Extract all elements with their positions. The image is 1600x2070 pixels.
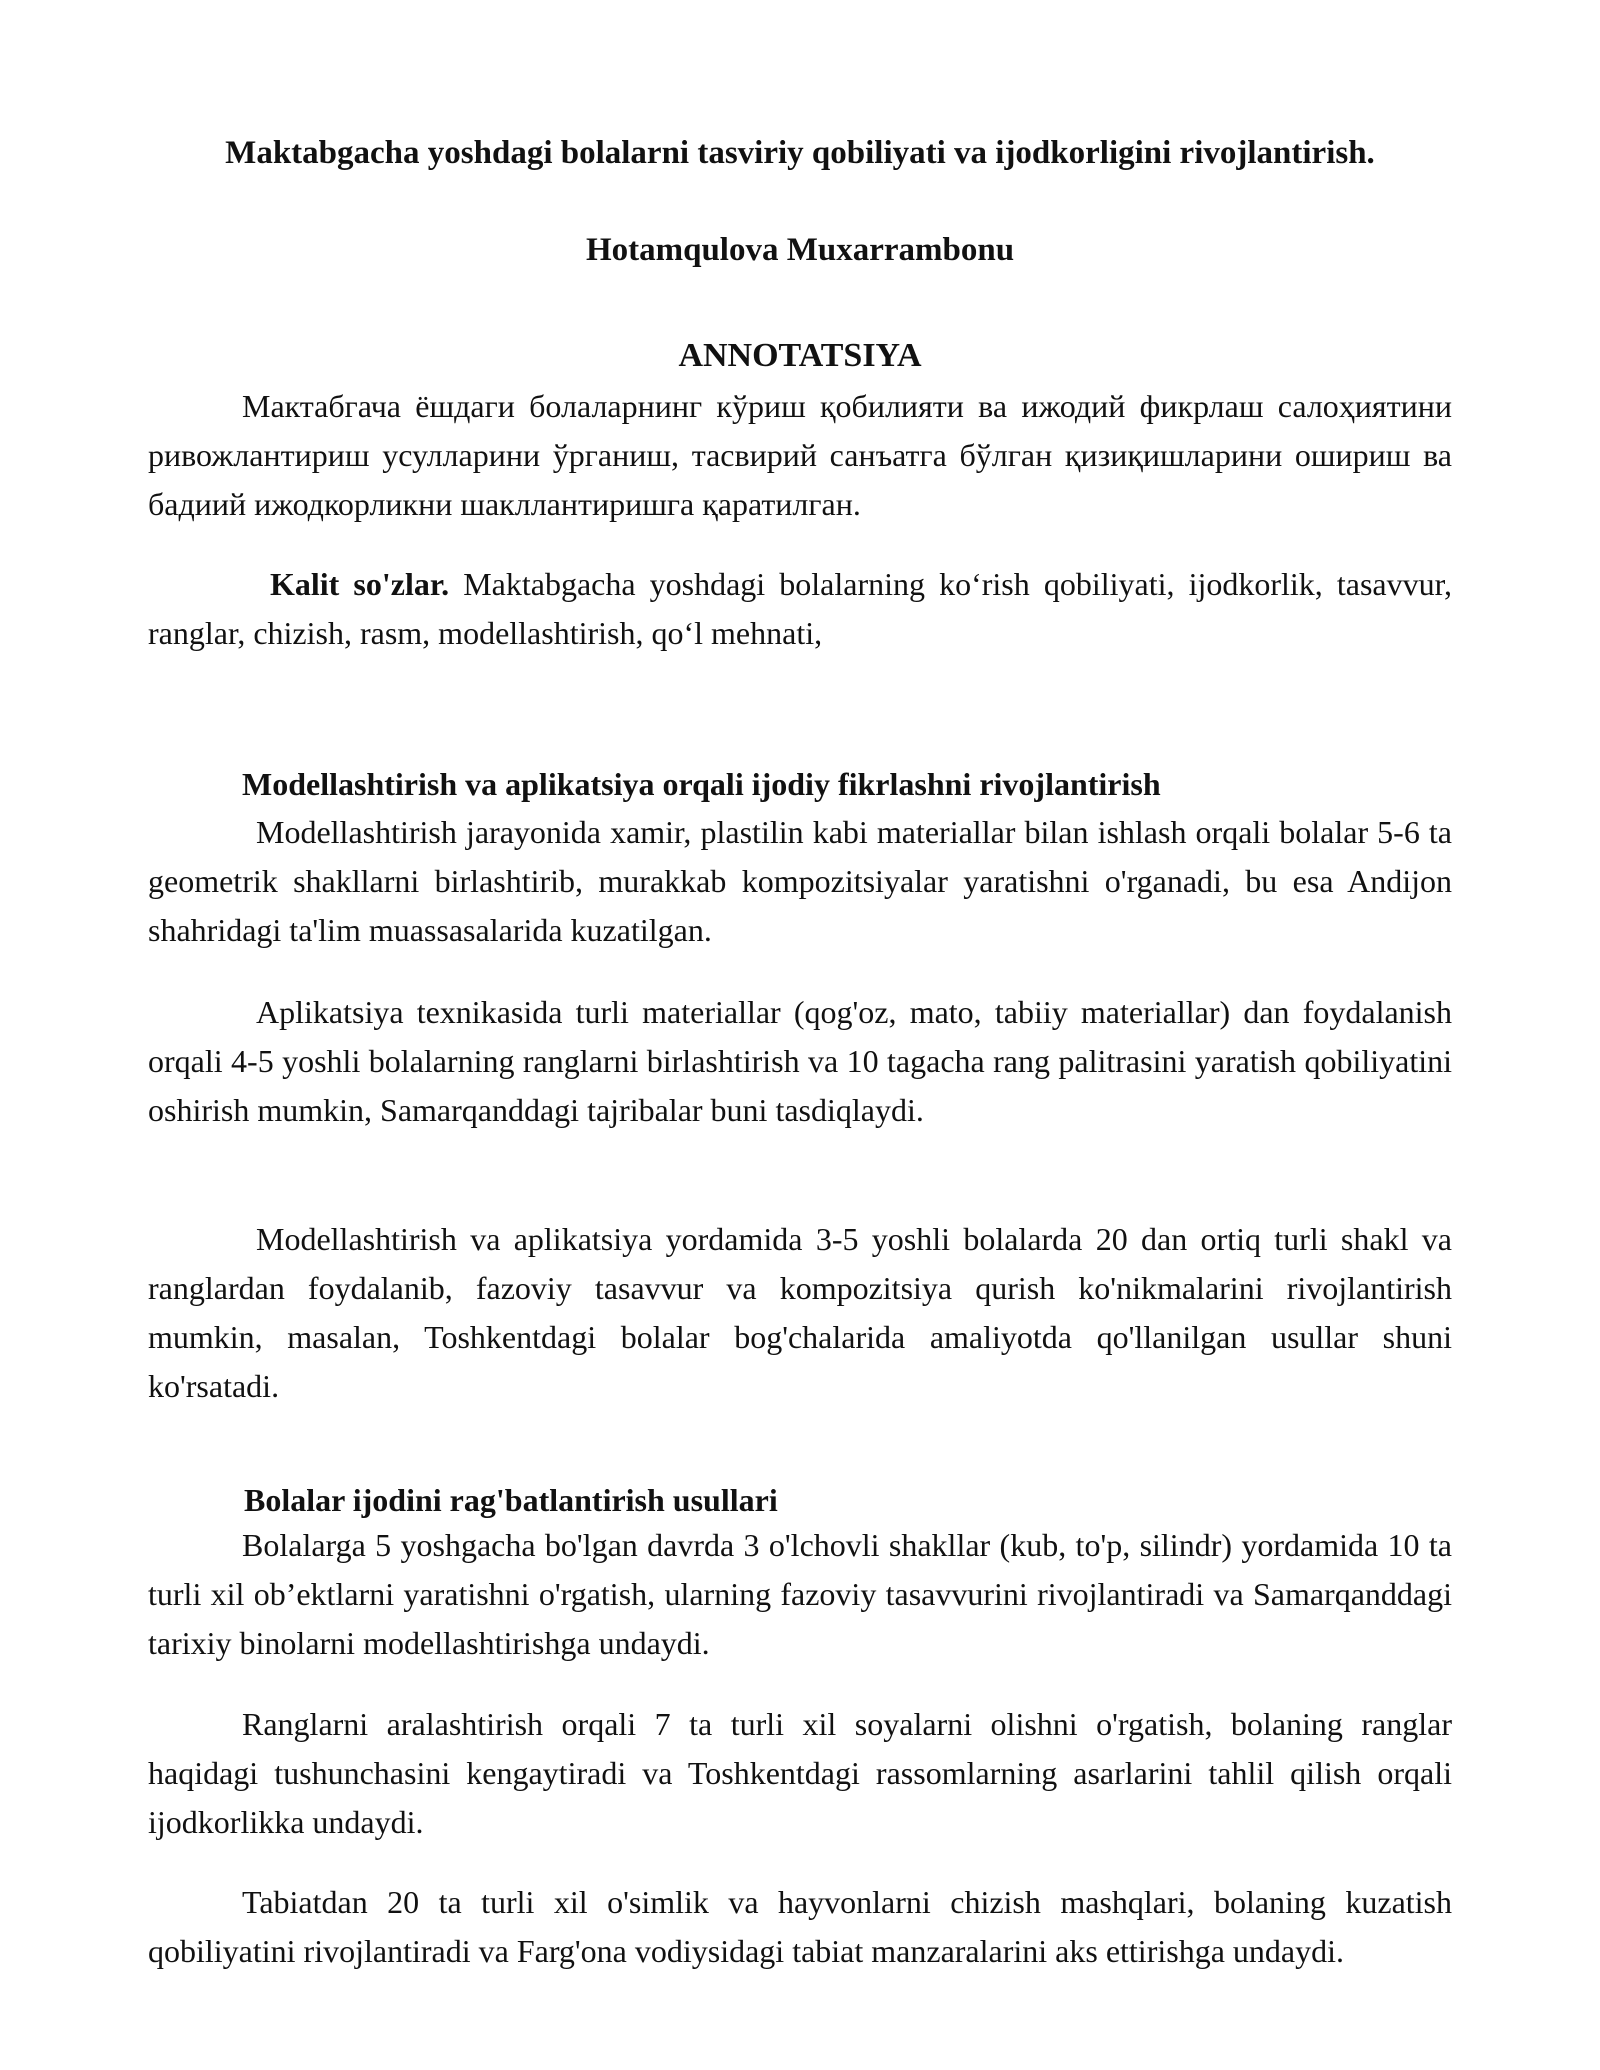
document-title: Maktabgacha yoshdagi bolalarni tasviriy qobiliyati va ijodkorligini rivojlantirish. (225, 135, 1375, 171)
section-heading-modellashtirish: Modellashtirish va aplikatsiya orqali ijodiy fikrlashni rivojlantirish (242, 766, 1161, 802)
keywords-text: Maktabgacha yoshdagi bolalarning ko‘rish qobiliyati, ijodkorlik, tasavvur, ranglar, chizish, rasm, modellashtirish, qo‘l mehnati, (148, 566, 1453, 651)
section2-paragraph-1: Bolalarga 5 yoshgacha bo'lgan davrda 3 o'lchovli shakllar (kub, to'p, silindr) yordamida 10 ta turli xil ob’ektlarni yaratishni o'rgatish, ularning fazoviy tasavvurini rivojlantiradi va Samarqanddagi tarixiy binolarni modellashtirishga undaydi. (148, 1527, 1452, 1661)
annotation-text: Мактабгача ёшдаги болаларнинг кўриш қобилияти ва ижодий фикрлаш салоҳиятини ривожлантириш усулларини ўрганиш, тасвирий санъатга бўлган қизиқишларини ошириш ва бадиий ижодкорликни шакллантиришга қаратилган. (148, 388, 1452, 522)
section1-paragraph-2: Aplikatsiya texnikasida turli materiallar (qog'oz, mato, tabiiy materiallar) dan foydalanish orqali 4-5 yoshli bolalarning ranglarni birlashtirish va 10 tagacha rang palitrasini yaratish qobiliyatini oshirish mumkin, Samarqanddagi tajribalar buni tasdiqlaydi. (148, 994, 1452, 1128)
keywords-paragraph (148, 560, 1452, 658)
section-heading-rag-batlantirish: Bolalar ijodini rag'batlantirish usullari (244, 1482, 778, 1518)
annotation-heading: ANNOTATSIYA (678, 337, 922, 374)
section1-paragraph-3: Modellashtirish va aplikatsiya yordamida 3-5 yoshli bolalarda 20 dan ortiq turli shakl va ranglardan foydalanib, fazoviy tasavvur va kompozitsiya qurish ko'nikmalarini rivojlantirish mumkin, masalan, Toshkentdagi bolalar bog'chalarida amaliyotda qo'llanilgan usullar shuni ko'rsatadi. (148, 1221, 1452, 1404)
section2-paragraph-3: Tabiatdan 20 ta turli xil o'simlik va hayvonlarni chizish mashqlari, bolaning kuzatish qobiliyatini rivojlantiradi va Farg'ona vodiysidagi tabiat manzaralarini aks ettirishga undaydi. (148, 1884, 1452, 1969)
author-name: Hotamqulova Muxarrambonu (585, 232, 1015, 268)
section2-paragraph-2: Ranglarni aralashtirish orqali 7 ta turli xil soyalarni olishni o'rgatish, bolaning ranglar haqidagi tushunchasini kengaytiradi va Toshkentdagi rassomlarning asarlarini tahlil qilish orqali ijodkorlikka undaydi. (148, 1706, 1452, 1840)
keywords-label: Kalit so'zlar. (270, 566, 450, 602)
section1-paragraph-1: Modellashtirish jarayonida xamir, plastilin kabi materiallar bilan ishlash orqali bolalar 5-6 ta geometrik shakllarni birlashtirib, murakkab kompozitsiyalar yaratishni o'rganadi, bu esa Andijon shahridagi ta'lim muassasalarida kuzatilgan. (148, 814, 1452, 948)
